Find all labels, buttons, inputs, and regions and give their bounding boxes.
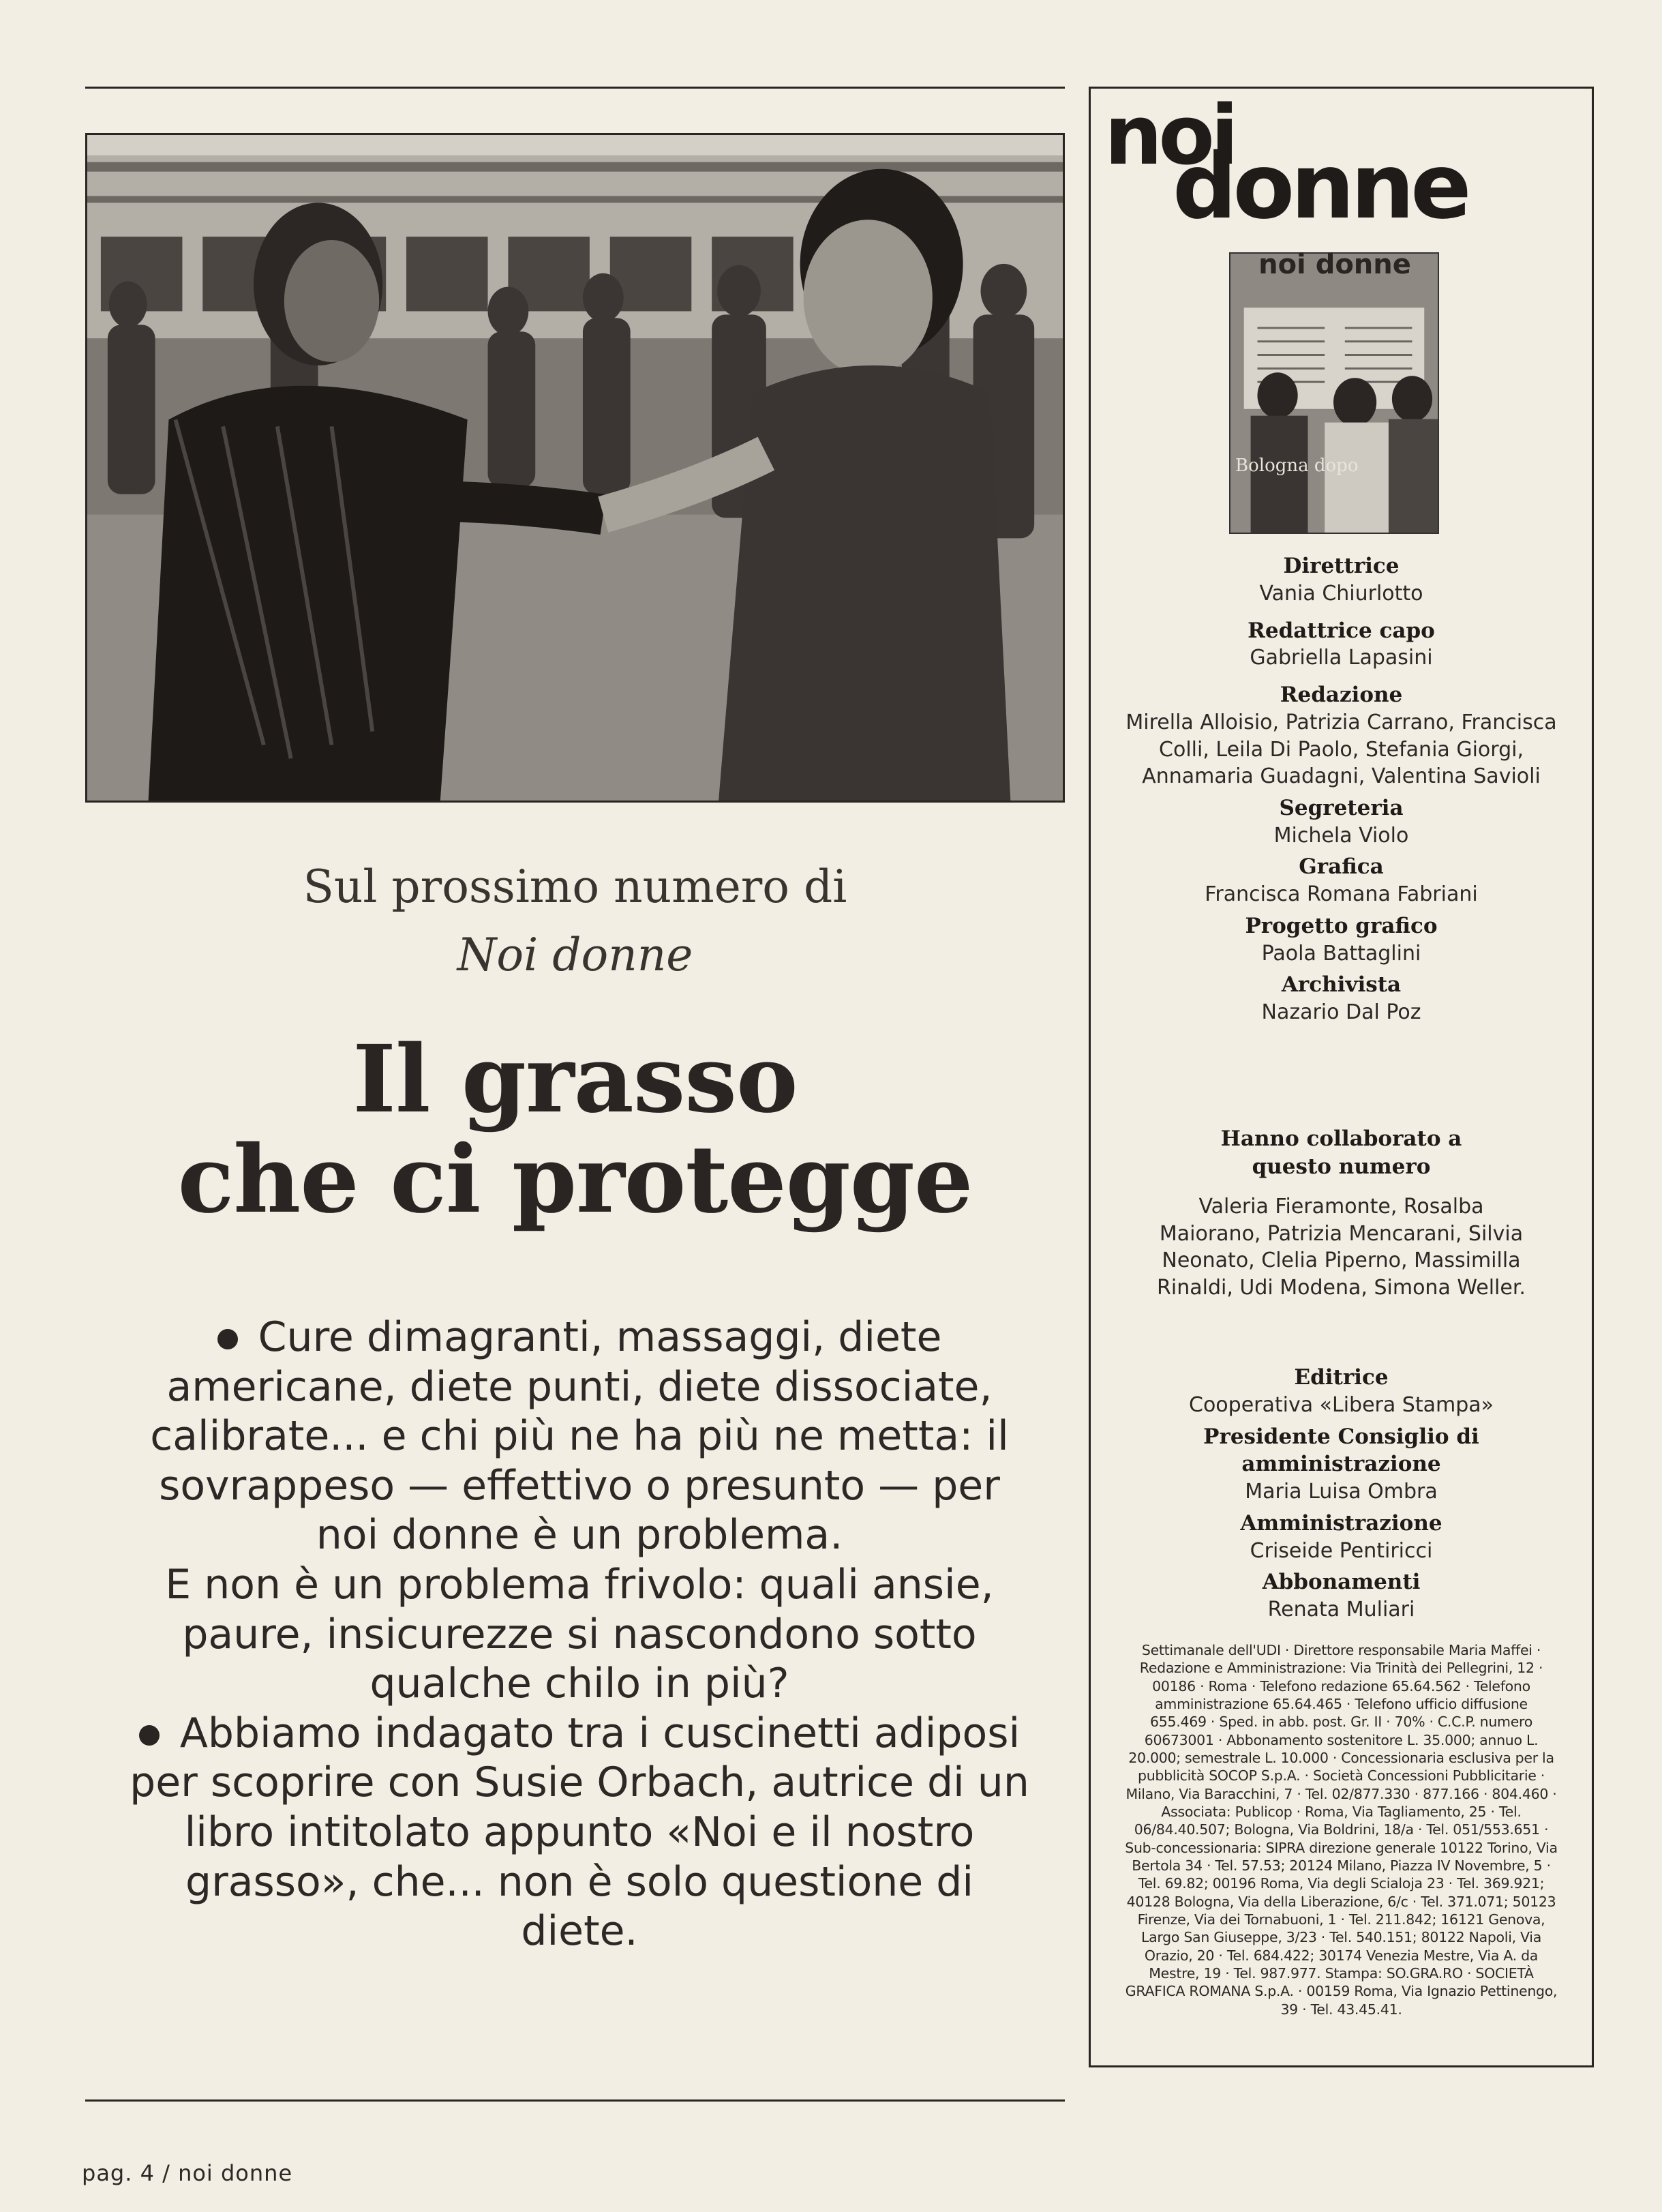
- staff-list: [1098, 552, 1585, 1026]
- cover-logo: noi donne: [1258, 249, 1411, 280]
- headline-line-1: Il grasso: [352, 1025, 798, 1134]
- staff-entry: Redazione Mirella Alloisio, Patrizia Carrano, Francisca Colli, Leila Di Paolo, Stefania Giorgi, Annamaria Guadagni, Valentina Savioli: [1125, 683, 1557, 789]
- staff-entry: Archivista Nazario Dal Poz: [1261, 972, 1421, 1025]
- teaser-paragraph-1: Cure dimagranti, massaggi, diete americane, diete punti, diete dissociate, calibrate... e chi più ne ha più ne metta: il sovrappeso — effettivo o presunto — per noi donne è un problema.: [150, 1313, 1009, 1559]
- next-issue-magazine-name: Noi donne: [457, 929, 693, 981]
- publisher-entry: Amministrazione Criseide Pentiricci: [1240, 1510, 1442, 1563]
- top-rule: [85, 87, 1065, 89]
- collaborators-list: Valeria Fieramonte, Rosalba Maiorano, Patrizia Mencarani, Silvia Neonato, Clelia Piperno, Massimilla Rinaldi, Udi Modena, Simona Weller.: [1157, 1195, 1526, 1300]
- bottom-rule: [85, 2099, 1065, 2102]
- imprint-text: Settimanale dell'UDI · Direttore responsabile Maria Maffei · Redazione e Amministrazione: Via Trinità dei Pellegrini, 12 · 00186 · Roma · Telefono redazione 65.64.562 · Telefono amministrazione 65.64.465 · Telefono ufficio diffusione 655.469 · Sped. in abb. post. Gr. II · 70% · C.C.P. numero 60673001 · Abbonamento sostenitore L. 35.000; annuo L. 20.000; semestrale L. 10.000 · Concessionaria esclusiva per la pubblicità SOCOP S.p.A. · Società Concessioni Pubblicitarie · Milano, Via Baracchini, 7 · Tel. 02/877.330 · 877.166 · 804.460 · Associata: Publicop · Roma, Via Tagliamento, 25 · Tel. 06/84.40.507; Bologna, Via Boldrini, 18/a · Tel. 051/553.651 · Sub-concessionaria: SIPRA direzione generale 10122 Torino, Via Bertola 34 · Tel. 57.53; 20124 Milano, Piazza IV Novembre, 5 · Tel. 69.82; 00196 Roma, Via degli Scialoja 23 · Tel. 369.921; 40128 Bologna, Via della Liberazione, 6/c · Tel. 371.071; 50123 Firenze, Via dei Tornabuoni, 1 · Tel. 211.842; 16121 Genova, Largo San Giuseppe, 3/23 · Tel. 540.151; 80122 Napoli, Via Orazio, 20 · Tel. 684.422; 30174 Venezia Mestre, Via A. da Mestre, 19 · Tel. 987.977. Stampa: SO.GRA.RO · SOCIETÀ GRAFICA ROMANA S.p.A. · 00159 Roma, Via Ignazio Pettinengo, 39 · Tel. 43.45.41.: [1125, 1642, 1558, 2018]
- publisher-entry: Abbonamenti Renata Muliari: [1262, 1570, 1421, 1622]
- staff-entry: Grafica Francisca Romana Fabriani: [1205, 854, 1478, 907]
- next-issue-line: Sul prossimo numero di: [303, 861, 847, 913]
- teaser-paragraph-2: E non è un problema frivolo: quali ansie, paure, insicurezze si nascondono sotto qualche chilo in più?: [165, 1560, 994, 1708]
- staff-entry: Segreteria Michela Violo: [1273, 795, 1409, 848]
- logo-donne: donne: [1173, 134, 1468, 239]
- publisher-entry: Presidente Consiglio di amministrazione Maria Luisa Ombra: [1203, 1424, 1479, 1504]
- bullet-icon: [217, 1329, 238, 1349]
- page-footer: pag. 4 / noi donne: [82, 2160, 293, 2186]
- teaser-paragraph-3: Abbiamo indagato tra i cuscinetti adiposi per scoprire con Susie Orbach, autrice di un libro intitolato appunto «Noi e il nostro grasso», che... non è solo questione di diete.: [130, 1709, 1029, 1956]
- staff-entry: Direttrice Vania Chiurlotto: [1259, 554, 1423, 606]
- publisher-entry: Editrice Cooperativa «Libera Stampa»: [1189, 1365, 1494, 1417]
- staff-entry: Progetto grafico Paola Battaglini: [1245, 913, 1438, 966]
- logo-noi: noi: [1104, 89, 1235, 183]
- bullet-icon: [139, 1725, 160, 1746]
- dancing-women-photo: [85, 133, 1065, 803]
- collaborators-heading: Hanno collaborato a questo numero: [1220, 1126, 1462, 1179]
- cover-caption: Bologna dopo: [1235, 455, 1359, 476]
- publisher-list: [1098, 1364, 1585, 1624]
- article-teaser: [123, 1313, 1036, 1956]
- headline: [85, 1025, 1065, 1234]
- staff-entry: Redattrice capo Gabriella Lapasini: [1248, 618, 1435, 670]
- magazine-cover-thumbnail: [1229, 249, 1439, 534]
- headline-line-2: che ci protegge: [177, 1124, 973, 1234]
